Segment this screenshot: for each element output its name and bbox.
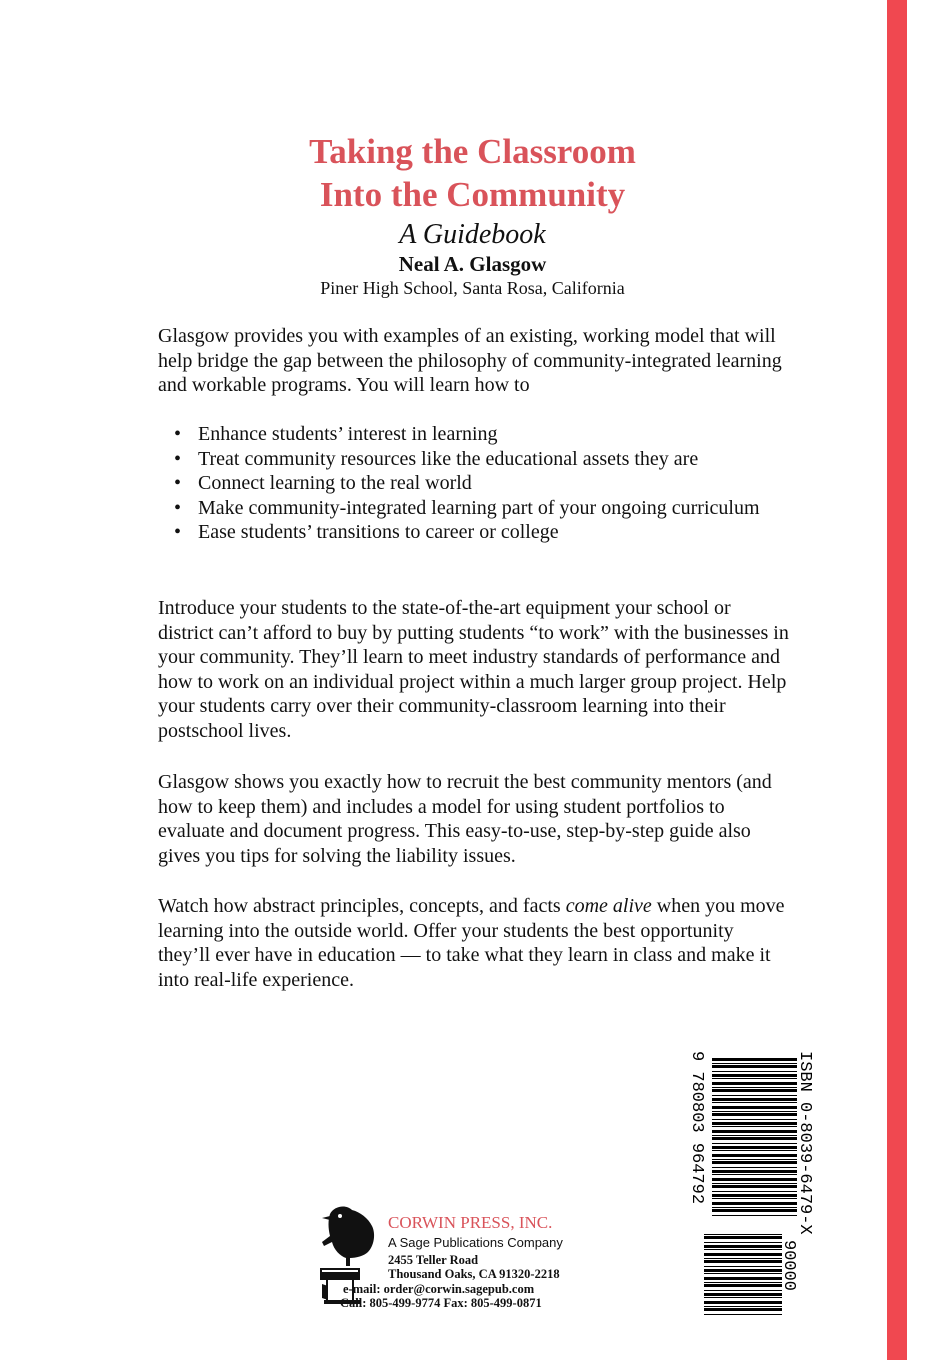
- barcode-bar: [712, 1202, 797, 1205]
- barcode-bar: [704, 1242, 782, 1243]
- barcode-bar: [704, 1253, 782, 1256]
- barcode-bar: [712, 1146, 797, 1149]
- barcode-bar: [712, 1207, 797, 1208]
- barcode-bar: [704, 1308, 782, 1311]
- barcode-bar: [712, 1170, 797, 1173]
- barcode-bar: [712, 1098, 797, 1101]
- closing-text-end: when you move learning into the outside world. Offer your students the best opportunity they’ll ever have in education — to take what they learn in class and make it into real-life experience.: [158, 895, 785, 991]
- barcode-bar: [712, 1191, 797, 1192]
- barcode-bar: [712, 1150, 797, 1151]
- barcode-bar: [704, 1306, 782, 1307]
- barcode-bar: [704, 1273, 782, 1274]
- barcode-bar: [712, 1215, 797, 1216]
- barcode-bar: [704, 1236, 782, 1239]
- barcode-bar: [712, 1126, 797, 1127]
- closing-text-emphasis: come alive: [565, 895, 652, 917]
- barcode-bar: [704, 1269, 782, 1272]
- barcode-bar: [712, 1135, 797, 1136]
- publisher-phone: Call: 805-499-9774 Fax: 805-499-0871: [340, 1296, 542, 1310]
- barcode-bar: [704, 1245, 782, 1248]
- barcode-bar: [704, 1234, 782, 1235]
- ean-barcode-bars: [712, 1058, 797, 1216]
- barcode-bar: [712, 1194, 797, 1197]
- isbn-label: ISBN 0-8039-6479-X: [795, 1051, 814, 1235]
- equipment-paragraph: Introduce your students to the state-of-the-art equipment your school or district can’t afford to buy by putting students “to work” with the businesses in your community. They’ll learn to meet industry standards of performance and how to work on an individual project within a much larger group project. Help your students carry over their community-classroom learning into their postschool lives.: [158, 597, 789, 742]
- barcode-bar: [712, 1119, 797, 1120]
- mentors-paragraph: Glasgow shows you exactly how to recruit the best community mentors (and how to keep them) and includes a model for using student portfolios to evaluate and document progress. This easy-to-use, step-by-step guide also gives you tips for solving the liability issues.: [158, 771, 772, 867]
- price-barcode-bars: [704, 1234, 782, 1315]
- barcode-bar: [712, 1143, 797, 1144]
- barcode-bar: [712, 1111, 797, 1112]
- barcode-bar: [712, 1087, 797, 1088]
- barcode-bar: [712, 1178, 797, 1181]
- barcode-bar: [712, 1183, 797, 1184]
- book-subtitle: A Guidebook: [399, 219, 546, 250]
- barcode-bar: [712, 1089, 797, 1092]
- author-affiliation: Piner High School, Santa Rosa, California: [320, 278, 625, 298]
- publisher-name: CORWIN PRESS, INC.: [388, 1213, 553, 1232]
- barcode-bar: [712, 1154, 797, 1157]
- barcode-bar: [712, 1058, 797, 1061]
- publisher-parent: A Sage Publications Company: [388, 1235, 563, 1250]
- barcode-bar: [712, 1209, 797, 1212]
- intro-paragraph: Glasgow provides you with examples of an existing, working model that will help bridge the gap between the philosophy of community-integrated learning and workable programs. You will learn how to: [158, 325, 782, 396]
- barcode-bar: [712, 1161, 797, 1164]
- barcode-bar: [704, 1314, 782, 1315]
- barcode-bar: [704, 1282, 782, 1283]
- closing-paragraph: [158, 894, 790, 992]
- barcode-bar: [712, 1137, 797, 1140]
- barcode-bar: [712, 1082, 797, 1085]
- barcode-bar: [704, 1284, 782, 1287]
- barcode-bar: [704, 1249, 782, 1250]
- book-title-line-2: Into the Community: [319, 175, 626, 214]
- barcode-bar: [704, 1260, 782, 1263]
- closing-text-start: Watch how abstract principles, concepts, and facts: [158, 895, 566, 917]
- list-item: • Make community-integrated learning part of your ongoing curriculum: [174, 496, 774, 521]
- barcode-bar: [704, 1266, 782, 1267]
- list-item: • Ease students’ transitions to career or college: [174, 520, 774, 545]
- barcode-bar: [712, 1198, 797, 1199]
- barcode-bar: [704, 1301, 782, 1304]
- list-item: • Connect learning to the real world: [174, 471, 774, 496]
- list-item: • Enhance students’ interest in learning: [174, 422, 774, 447]
- ean-digits: 9 780803 964792: [687, 1051, 706, 1205]
- barcode-bar: [712, 1065, 797, 1068]
- barcode-bar: [712, 1078, 797, 1079]
- barcode-bar: [704, 1293, 782, 1296]
- publisher-city: Thousand Oaks, CA 91320-2218: [388, 1267, 560, 1281]
- barcode-bar: [712, 1063, 797, 1064]
- benefits-list: [174, 422, 774, 545]
- barcode-bar: [712, 1095, 797, 1096]
- barcode-bar: [712, 1167, 797, 1168]
- barcode-bar: [712, 1074, 797, 1077]
- barcode-bar: [704, 1258, 782, 1259]
- barcode-bar: [712, 1102, 797, 1103]
- barcode-bar: [712, 1113, 797, 1116]
- publisher-address: 2455 Teller Road: [388, 1253, 479, 1267]
- barcode-bar: [712, 1071, 797, 1072]
- barcode-bar: [712, 1106, 797, 1109]
- list-item: • Treat community resources like the educational assets they are: [174, 447, 774, 472]
- isbn-barcode: [687, 1048, 820, 1318]
- barcode-bar: [704, 1297, 782, 1298]
- barcode-bar: [704, 1290, 782, 1291]
- price-code: 90000: [779, 1240, 798, 1292]
- barcode-bar: [712, 1185, 797, 1188]
- barcode-bar: [704, 1277, 782, 1280]
- author-name: Neal A. Glasgow: [398, 252, 547, 276]
- book-title-line-1: Taking the Classroom: [309, 132, 636, 171]
- barcode-bar: [712, 1130, 797, 1133]
- barcode-bar: [712, 1159, 797, 1160]
- barcode-bar: [712, 1174, 797, 1175]
- barcode-bar: [712, 1122, 797, 1125]
- publisher-email: e-mail: order@corwin.sagepub.com: [343, 1282, 535, 1296]
